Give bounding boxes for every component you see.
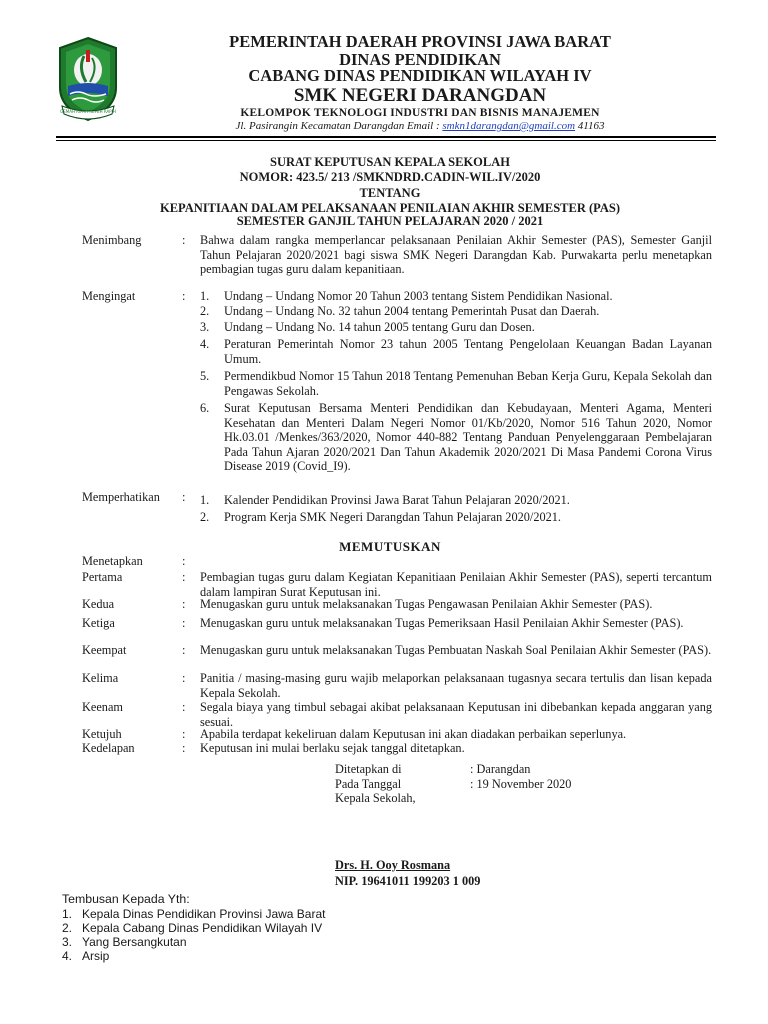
mengingat-label: Mengingat: [82, 289, 136, 303]
list-text: Arsip: [82, 949, 110, 963]
decision-colon: :: [182, 741, 186, 755]
signature-role: Kepala Sekolah,: [335, 791, 416, 805]
signature-place-value: : Darangdan: [470, 762, 531, 776]
decision-colon: :: [182, 616, 186, 630]
decision-label: Ketujuh: [82, 727, 122, 741]
postal-code: 41163: [577, 120, 605, 132]
decree-title: SURAT KEPUTUSAN KEPALA SEKOLAH: [270, 155, 510, 169]
letterhead-government: PEMERINTAH DAERAH PROVINSI JAWA BARAT: [229, 32, 611, 51]
list-text: Yang Bersangkutan: [82, 935, 187, 949]
decision-label: Keenam: [82, 700, 123, 714]
list-item: [62, 907, 325, 921]
list-number: 2.: [62, 921, 73, 935]
decision-text: Keputusan ini mulai berlaku sejak tanggal ditetapkan.: [200, 741, 465, 755]
menetapkan-colon: :: [182, 554, 186, 568]
decision-text: Menugaskan guru untuk melaksanakan Tugas Pemeriksaan Hasil Penilaian Akhir Semester (PAS).: [200, 616, 684, 630]
decision-text: Pembagian tugas guru dalam Kegiatan Kepanitiaan Penilaian Akhir Semester (PAS), seperti tercantum dalam lampiran Surat Keputusan ini.: [200, 570, 712, 599]
list-text: Undang – Undang No. 14 tahun 2005 tentang Guru dan Dosen.: [224, 320, 535, 334]
decision-text: Apabila terdapat kekeliruan dalam Keputusan ini akan diadakan perbaikan seperlunya.: [200, 727, 627, 741]
memutuskan-heading: MEMUTUSKAN: [339, 539, 441, 554]
list-text: Kalender Pendidikan Provinsi Jawa Barat Tahun Pelajaran 2020/2021.: [224, 493, 570, 507]
decision-text: Menugaskan guru untuk melaksanakan Tugas Pengawasan Penilaian Akhir Semester (PAS).: [200, 597, 653, 611]
memperhatikan-colon: :: [182, 490, 186, 504]
list-number: 3.: [200, 320, 210, 334]
decision-label: Kedua: [82, 597, 115, 611]
decision-label: Pertama: [82, 570, 123, 584]
decision-label: Keempat: [82, 643, 127, 657]
signature-date-label: Pada Tanggal: [335, 777, 402, 791]
list-number: 1.: [200, 493, 210, 507]
decree-subject-1: KEPANITIAAN DALAM PELAKSANAAN PENILAIAN AKHIR SEMESTER (PAS): [160, 201, 620, 215]
tembusan-title: Tembusan Kepada Yth:: [62, 892, 190, 906]
list-text: Permendikbud Nomor 15 Tahun 2018 Tentang Pemenuhan Beban Kerja Guru, Kepala Sekolah dan Pengawas Sekolah.: [224, 369, 712, 398]
decision-text: Segala biaya yang timbul sebagai akibat pelaksanaan Keputusan ini dibebankan kepada anggaran yang sesuai.: [200, 700, 712, 729]
mengingat-colon: :: [182, 289, 186, 303]
signature-place-label: Ditetapkan di: [335, 762, 402, 776]
signatory-name: Drs. H. Ooy Rosmana: [335, 858, 451, 872]
letterhead-address: [120, 119, 720, 133]
list-item: [62, 921, 322, 935]
letterhead-rule-thick: [56, 136, 716, 138]
list-text: Undang – Undang Nomor 20 Tahun 2003 tentang Sistem Pendidikan Nasional.: [224, 289, 613, 303]
decision-label: Kedelapan: [82, 741, 135, 755]
list-number: 6.: [200, 401, 210, 415]
letterhead-school: SMK NEGERI DARANGDAN: [293, 85, 547, 106]
letterhead-agency: DINAS PENDIDIKAN: [339, 50, 501, 69]
memperhatikan-label: Memperhatikan: [82, 490, 160, 504]
list-text: Peraturan Pemerintah Nomor 23 tahun 2005 Tentang Pengelolaan Keuangan Badan Layanan Umum.: [224, 337, 712, 366]
menetapkan-label: Menetapkan: [82, 554, 143, 568]
decree-number: NOMOR: 423.5/ 213 /SMKNDRD.CADIN-WIL.IV/2020: [239, 170, 541, 184]
decision-text: Menugaskan guru untuk melaksanakan Tugas Pembuatan Naskah Soal Penilaian Akhir Semester (PAS).: [200, 643, 712, 657]
decision-colon: :: [182, 671, 186, 685]
list-text: Program Kerja SMK Negeri Darangdan Tahun Pelajaran 2020/2021.: [224, 510, 561, 524]
list-text: Undang – Undang No. 32 tahun 2004 tentang Pemerintah Pusat dan Daerah.: [224, 304, 600, 318]
signature-date-value: : 19 November 2020: [470, 777, 572, 791]
decision-colon: :: [182, 643, 186, 657]
list-number: 1.: [62, 907, 73, 921]
list-number: 4.: [62, 949, 73, 963]
menimbang-text: Bahwa dalam rangka memperlancar pelaksanaan Penilaian Akhir Semester (PAS), Semester Ganjil Tahun Pelajaran 2020/2021 bagi siswa SMK Negeri Darangdan Kab. Purwakarta perlu menetapkan pembagian tugas guru dalam kepanitiaan.: [200, 233, 712, 276]
decision-label: Ketiga: [82, 616, 115, 630]
list-text: Kepala Cabang Dinas Pendidikan Wilayah IV: [82, 921, 323, 935]
list-item: [62, 935, 187, 949]
list-number: 3.: [62, 935, 73, 949]
list-text: Kepala Dinas Pendidikan Provinsi Jawa Barat: [82, 907, 326, 921]
menimbang-label: Menimbang: [82, 233, 142, 247]
menimbang-colon: :: [182, 233, 186, 247]
list-number: 1.: [200, 289, 210, 303]
decree-subject-2: SEMESTER GANJIL TAHUN PELAJARAN 2020 / 2021: [236, 214, 544, 228]
address-text: Jl. Pasirangin Kecamatan Darangdan Email :: [235, 120, 440, 132]
list-text: Surat Keputusan Bersama Menteri Pendidikan dan Kebudayaan, Menteri Agama, Menteri Kesehatan dan Menteri Dalam Negeri Nomor 01/Kb/2020, Nomor 516 Tahun 2020, Nomor Hk.03.01 /Menkes/363/2020, Nomor 440-882 Tentang Panduan Penyelenggaraan Pembelajaran Pada Tahun Ajaran 2020/2021 Dan Tahun Akademik 2020/2021 Di Masa Pandemi Corona Virus Disease 2019 (Covid_I9).: [224, 401, 712, 473]
decision-label: Kelima: [82, 671, 119, 685]
list-number: 4.: [200, 337, 210, 351]
letterhead-rule-thin: [56, 140, 716, 141]
list-item: [62, 949, 109, 963]
decree-tentang: TENTANG: [359, 186, 421, 200]
email-link[interactable]: smkn1darangdan@gmail.com: [442, 120, 576, 132]
list-number: 2.: [200, 304, 210, 318]
decision-colon: :: [182, 700, 186, 714]
decision-text: Panitia / masing-masing guru wajib melaporkan pelaksanaan tugasnya secara tertulis dan lisan kepada Kepala Sekolah.: [200, 671, 712, 700]
letterhead-group: KELOMPOK TEKNOLOGI INDUSTRI DAN BISNIS MANAJEMEN: [240, 107, 600, 119]
decision-colon: :: [182, 597, 186, 611]
signatory-nip: NIP. 19641011 199203 1 009: [335, 874, 481, 888]
west-java-emblem-icon: [56, 36, 120, 124]
decision-colon: :: [182, 727, 186, 741]
list-number: 5.: [200, 369, 210, 383]
logo-motto: GEMAH RIPAH REPEH RAPIH: [60, 109, 116, 114]
decision-colon: :: [182, 570, 186, 584]
list-number: 2.: [200, 510, 210, 524]
letterhead-branch: CABANG DINAS PENDIDIKAN WILAYAH IV: [248, 66, 592, 85]
